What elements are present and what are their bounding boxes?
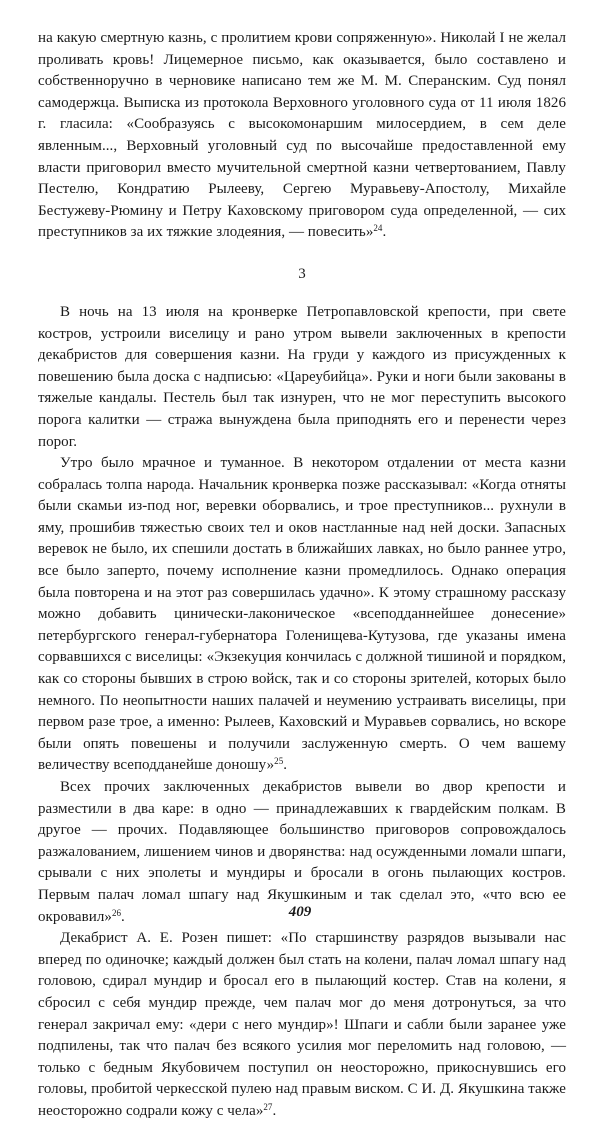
paragraph-opening: на какую смертную казнь, с пролитием крови сопряженную». Николай I не желал проливать кровь! Лицемерное письмо, как оказывается, было составлено и собственноручно в черновике написано тем же М. М. Сперанским. Суд понял самодержца. Выписка из протокола Верховного уголовного суда от 11 июля 1826 г. гласила: «Сообразуясь с высокомонаршим милосердием, в сем деле явленным..., Верховный уголовный суд по высочайше предоставленной ему власти приговорил вместо мучительной смертной казни четвертованием, Павлу Пестелю, Кондратию Рылееву, Сергею Муравьеву-Апостолу, Михайле Бестужеву-Рюмину и Петру Каховскому приговором суда определенной, — сих преступников за их тяжкие злодеяния, — повесить»$^{24}$. bbox=[38, 30, 566, 241]
paragraph-text: В ночь на 13 июля на кронверке Петропавловской крепости, при свете костров, устроили виселицу и рано утром вывели заключенных в крепости декабристов для совершения казни. На груди у каждого из присужденных к повешению была доска с надписью: «Цареубийца». Руки и ноги были закованы в тяжелые кандалы. Пестель был так изнурен, что не мог переступить высокого порога калитки — стража вынуждена была приподнять его и перенести через порог. bbox=[38, 303, 566, 450]
paragraph-rosen-account: Декабрист А. Е. Розен пишет: «По старшинству разрядов вызывали нас вперед по одиночке; каждый должен был стать на колени, палач ломал шпагу над головою, сдирал мундир и бросал его в пылающий костер. Став на колени, я сбросил с себя мундир прежде, чем палач мог до меня дотронуться, за что генерал закричал ему: «дери с него мундир»! Шпаги и сабли были заранее уже подпилены, так что палач без всякого усилия мог переломить над головою, — только с бедным Якубовичем поступил он неосторожно, прикоснувшись его головы, пробитой черкесской пулею над правым виском. С И. Д. Якушкина также неосторожно содрали кожу с чела»$^{27}$. bbox=[38, 930, 566, 1119]
footnote-ref: 27 bbox=[263, 1101, 273, 1112]
footnote-ref: 24 bbox=[373, 223, 383, 234]
footnote-ref: 26 bbox=[111, 907, 122, 918]
paragraph-execution-night bbox=[38, 302, 566, 453]
section-number: 3 bbox=[298, 265, 306, 282]
paragraph-text: на какую смертную казнь, с пролитием крови сопряженную». Николай I не желал проливать кровь! Лицемерное письмо, как оказывается, было составлено и собственноручно в черновике написано тем же М. М. Сперанским. Суд понял самодержца. Выписка из протокола Верховного уголовного суда от 11 июля 1826 г. гласила: «Сообразуясь с высокомонаршим милосердием, в сем деле явленным..., Верховный уголовный суд по высочайше предоставленной ему власти приговорил вместо мучительной смертной казни четвертованием, Павлу Пестелю, Кондратию Рылееву, Сергею Муравьеву-Апостолу, Михайле Бестужеву-Рюмину и Петру Каховскому приговором суда определенной, — сих преступников за их тяжкие злодеяния, — повесить» bbox=[38, 30, 566, 241]
footnote-ref: 25 bbox=[274, 756, 284, 767]
paragraph-other-prisoners: Всех прочих заключенных декабристов вывели во двор крепости и разместили в два каре: в одно — принадлежавших к гвардейским полкам. В другое — прочих. Подавляющее большинство приговоров сопровождалось разжалованием, лишением чинов и дворянства: над осужденными ломали шпаги, срывали с них эполеты и мундиры и бросали в огонь пылающих костров. Первым палач ломал шпагу над Якушкиным и так сделал это, «что всю ее окровавил»$^{26}$. bbox=[38, 779, 566, 925]
paragraph-text: Декабрист А. Е. Розен пишет: «По старшинству разрядов вызывали нас вперед по одиночке; каждый должен был стать на колени, палач ломал шпагу над головою, сдирал мундир и бросал его в пылающий костер. Став на колени, я сбросил с себя мундир прежде, чем палач мог до меня дотронуться, за что генерал закричал ему: «дери с него мундир»! Шпаги и сабли были заранее уже подпилены, так что палач без всякого усилия мог переломить над головою, — только с бедным Якубовичем поступил он неосторожно, прикоснувшись его головы, пробитой черкесской пулею над правым виском. С И. Д. Якушкина также неосторожно содрали кожу с чела» bbox=[38, 930, 566, 1119]
paragraph-text: Утро было мрачное и туманное. В некотором отдалении от места казни собралась толпа народа. Начальник кронверка позже рассказывал: «Когда отняты были скамьи из-под ног, веревки оборвались, и трое преступников... рухнули в яму, прошибив тяжестью своих тел и оков настланные над ней доски. Запасных веревок не было, их спешили достать в ближайших лавках, но было раннее утро, все было заперто, почему исполнение казни промедлилось. Однако операция была повторена и на этот раз совершилась удачно». К этому страшному рассказу можно добавить цинически-лаконическое «всеподданнейшее донесение» петербургского генерал-губернатора Голенищева-Кутузова, где указаны имена сорвавшихся с виселицы: «Экзекуция кончилась с должной тишиной и порядком, как со стороны бывших в строю войск, так и со стороны зрителей, которых было немного. По неопытности наших палачей и неумению устраивать виселицы, при первом разе трое, а именно: Рылеев, Каховский и Муравьев сорвались, но вскоре были опять повешены и получили заслуженную смерть. О чем вашему величеству всеподданейше доношу» bbox=[38, 455, 566, 774]
paragraph-text: Всех прочих заключенных декабристов вывели во двор крепости и разместили в два каре: в одно — принадлежавших к гвардейским полкам. В другое — прочих. Подавляющее большинство приговоров сопровождалось разжалованием, лишением чинов и дворянства: над осужденными ломали шпаги, срывали с них эполеты и мундиры и бросали в огонь пылающих костров. Первым палач ломал шпагу над Якушкиным и так сделал это, «что всю ее окровавил» bbox=[38, 779, 566, 925]
paragraph-morning: Утро было мрачное и туманное. В некотором отдалении от места казни собралась толпа народа. Начальник кронверка позже рассказывал: «Когда отняты были скамьи из-под ног, веревки оборвались, и трое преступников... рухнули в яму, прошибив тяжестью своих тел и оков настланные над ней доски. Запасных веревок не было, их спешили достать в ближайших лавках, но было раннее утро, все было заперто, почему исполнение казни промедлилось. Однако операция была повторена и на этот раз совершилась удачно». К этому страшному рассказу можно добавить цинически-лаконическое «всеподданнейшее донесение» петербургского генерал-губернатора Голенищева-Кутузова, где указаны имена сорвавшихся с виселицы: «Экзекуция кончилась с должной тишиной и порядком, как со стороны бывших в строю войск, так и со стороны зрителей, которых было немного. По неопытности наших палачей и неумению устраивать виселицы, при первом разе трое, а именно: Рылеев, Каховский и Муравьев сорвались, но вскоре были опять повешены и получили заслуженную смерть. О чем вашему величеству всеподданейше доношу»$^{25}$. bbox=[38, 455, 566, 774]
book-page bbox=[38, 28, 566, 1123]
page-number: 409 bbox=[288, 904, 312, 920]
